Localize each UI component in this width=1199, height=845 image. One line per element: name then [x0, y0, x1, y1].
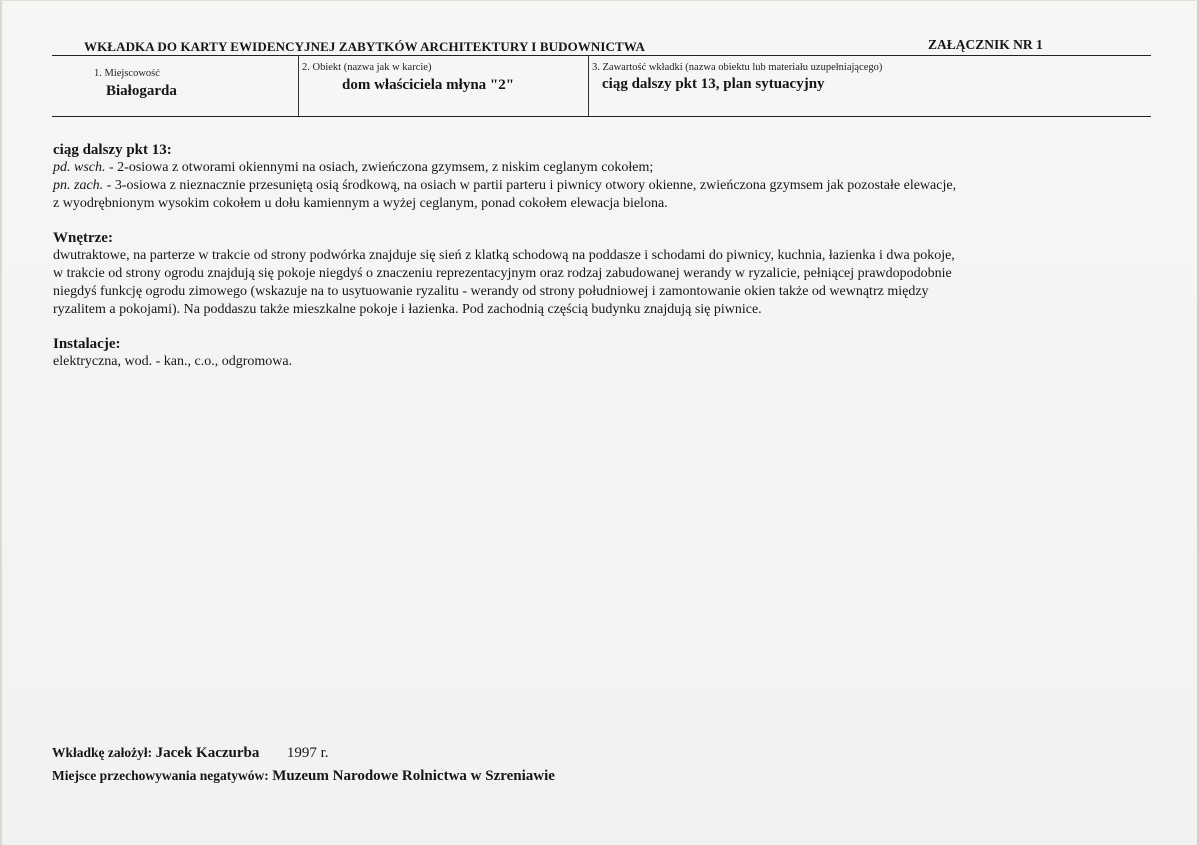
author-label: Wkładkę założył:	[52, 745, 153, 760]
section-installations-title: Instalacje:	[53, 336, 121, 352]
field-3-label: 3. Zawartość wkładki (nazwa obiektu lub materiału uzupełniającego)	[592, 62, 883, 73]
annex-number: ZAŁĄCZNIK NR 1	[928, 37, 1043, 52]
document-footer	[52, 742, 555, 788]
field-1-value: Białogarda	[106, 83, 177, 99]
section-interior-title: Wnętrze:	[53, 230, 113, 246]
field-divider	[588, 56, 589, 116]
header-rule	[52, 55, 1151, 56]
document-body	[53, 141, 1153, 371]
body-line	[53, 177, 1153, 195]
storage-label: Miejsce przechowywania negatywów:	[52, 768, 269, 783]
body-line	[53, 159, 1153, 177]
body-line: z wyodrębnionym wysokim cokołem u dołu kamiennym a wyżej ceglanym, ponad cokołem elewacja bielona.	[53, 196, 668, 211]
field-2-label: 2. Obiekt (nazwa jak w karcie)	[302, 62, 432, 73]
body-line: elektryczna, wod. - kan., c.o., odgromowa.	[53, 354, 293, 369]
facade-prefix: pn. zach.	[53, 178, 104, 193]
body-text: - 3-osiowa z nieznacznie przesuniętą osią środkową, na osiach w partii parteru i piwnicy otwory okienne, zwieńczona gzymsem jak pozostałe elewacje,	[103, 178, 957, 193]
field-2-value: dom właściciela młyna "2"	[342, 77, 515, 93]
field-1-label: 1. Miejscowość	[94, 68, 160, 79]
body-line: niegdyś funkcję ogrodu zimowego (wskazuje na to usytuowanie ryzalitu - werandy od strony południowej i zamontowanie okien także od wewnątrz między	[53, 284, 929, 299]
fields-rule	[52, 116, 1151, 117]
author-line	[52, 742, 555, 765]
body-line: dwutraktowe, na parterze w trakcie od strony podwórka znajduje się sień z klatką schodową na poddasze i schodami do piwnicy, kuchnia, łazienka i dwa pokoje,	[53, 248, 955, 263]
body-text: - 2-osiowa z otworami okiennymi na osiach, zwieńczona gzymsem, z niskim ceglanym cokołem;	[105, 160, 654, 175]
author-year: 1997 r.	[286, 745, 329, 761]
storage-line	[52, 765, 555, 788]
author-name: Jacek Kaczurba	[155, 745, 260, 761]
field-divider	[298, 56, 299, 116]
facade-prefix: pd. wsch.	[53, 160, 106, 175]
document-title: WKŁADKA DO KARTY EWIDENCYJNEJ ZABYTKÓW ARCHITEKTURY I BUDOWNICTWA	[84, 39, 645, 54]
body-line: ryzalitem a pokojami). Na poddaszu także mieszkalne pokoje i łazienka. Pod zachodnią częścią budynku znajdują się piwnice.	[53, 302, 762, 317]
body-line: w trakcie od strony ogrodu znajdują się pokoje niegdyś o znaczeniu reprezentacyjnym oraz rodzaj zabudowanej werandy w ryzalicie, pełniącej prawdopodobnie	[53, 266, 952, 281]
field-3-value: ciąg dalszy pkt 13, plan sytuacyjny	[602, 76, 825, 92]
section-facades-title: ciąg dalszy pkt 13:	[53, 142, 172, 158]
storage-value: Muzeum Narodowe Rolnictwa w Szreniawie	[272, 768, 555, 784]
